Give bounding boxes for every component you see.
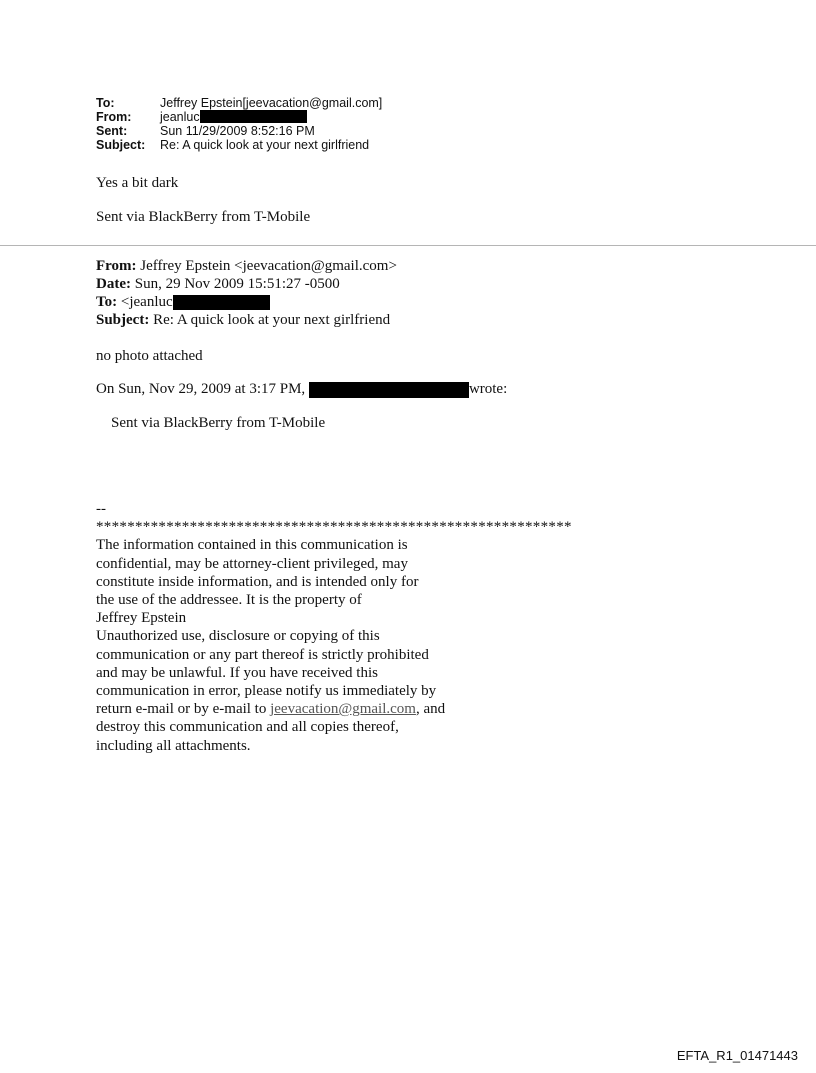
quoted-to-value: <jeanluc — [120, 294, 173, 310]
on-suffix: wrote: — [468, 381, 508, 397]
disclaimer-line: communication or any part thereof is strictly prohibited — [96, 646, 429, 663]
redaction-box — [200, 110, 307, 123]
disclaimer-stars: ************************************************************* — [96, 519, 572, 536]
quoted-date-value: Sun, 29 Nov 2009 15:51:27 -0500 — [134, 276, 340, 292]
quoted-from-value: Jeffrey Epstein <jeevacation@gmail.com> — [140, 258, 397, 274]
return-suffix: , and — [415, 701, 446, 718]
quoted-body-line: no photo attached — [96, 348, 203, 364]
quoted-on-wrote-line — [96, 380, 507, 398]
quoted-subject-label: Subject: — [96, 312, 150, 328]
to-value: Jeffrey Epstein[jeevacation@gmail.com] — [160, 96, 383, 110]
sent-value: Sun 11/29/2009 8:52:16 PM — [160, 124, 315, 138]
header-sent-row — [96, 124, 382, 138]
disclaimer-dashes: -- — [96, 501, 106, 517]
quoted-subject-row — [96, 311, 507, 329]
disclaimer-line: confidential, may be attorney-client privileged, may — [96, 555, 408, 572]
quoted-to-row — [96, 293, 507, 311]
redaction-box — [309, 382, 469, 398]
from-value: jeanluc — [160, 110, 200, 124]
email-link[interactable]: jeevacation@gmail.com — [270, 701, 416, 718]
quoted-message — [96, 257, 507, 432]
subject-value: Re: A quick look at your next girlfriend — [160, 138, 370, 152]
section-divider — [0, 245, 816, 246]
quoted-from-label: From: — [96, 258, 137, 274]
disclaimer-line: communication in error, please notify us immediately by — [96, 683, 437, 700]
email-header — [96, 96, 382, 152]
disclaimer-line: Jeffrey Epstein — [96, 610, 187, 627]
header-subject-row — [96, 138, 382, 152]
disclaimer-line: and may be unlawful. If you have received this — [96, 664, 378, 681]
subject-label: Subject: — [96, 138, 146, 152]
disclaimer-line: destroy this communication and all copies thereof, — [96, 719, 399, 736]
disclaimer-line: Unauthorized use, disclosure or copying of this — [96, 628, 380, 645]
return-prefix: return e-mail or by e-mail to — [96, 701, 271, 718]
disclaimer-line: including all attachments. — [96, 737, 251, 754]
quoted-to-label: To: — [96, 294, 118, 310]
quoted-subject-value: Re: A quick look at your next girlfriend — [153, 312, 391, 328]
signature-line: Sent via BlackBerry from T-Mobile — [96, 209, 311, 225]
disclaimer-return-line — [96, 700, 572, 718]
quoted-date-label: Date: — [96, 276, 131, 292]
from-label: From: — [96, 110, 132, 124]
disclaimer — [96, 500, 572, 755]
sent-label: Sent: — [96, 124, 128, 138]
disclaimer-line: constitute inside information, and is intended only for — [96, 573, 419, 590]
header-from-row — [96, 110, 382, 124]
quoted-date-row — [96, 275, 507, 293]
on-prefix: On Sun, Nov 29, 2009 at 3:17 PM, — [96, 381, 306, 397]
disclaimer-line: The information contained in this communication is — [96, 537, 408, 554]
redaction-box — [173, 295, 270, 310]
quoted-from-row — [96, 257, 507, 275]
body-line: Yes a bit dark — [96, 175, 179, 191]
quoted-signature-line: Sent via BlackBerry from T-Mobile — [111, 415, 326, 431]
document-id: EFTA_R1_01471443 — [676, 1048, 798, 1063]
to-label: To: — [96, 96, 115, 110]
header-to-row — [96, 96, 382, 110]
disclaimer-line: the use of the addressee. It is the property of — [96, 592, 362, 609]
